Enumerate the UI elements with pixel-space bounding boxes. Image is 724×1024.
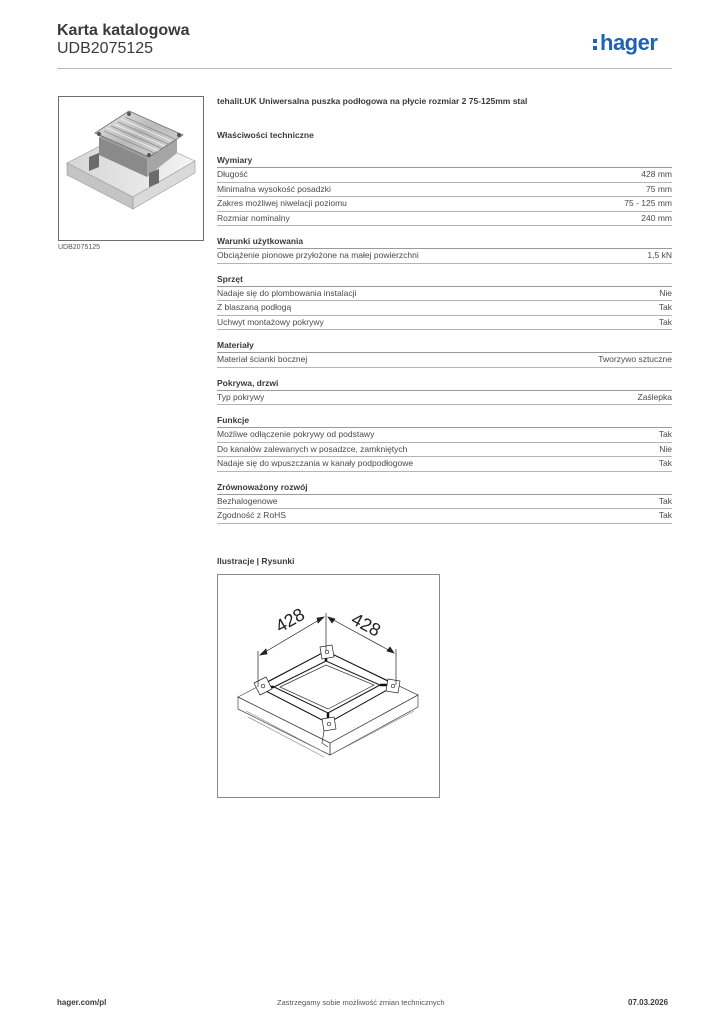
section-title: Wymiary xyxy=(217,154,672,168)
illustrations-heading: Ilustracje | Rysunki xyxy=(217,556,295,566)
spec-value: Tworzywo sztuczne xyxy=(598,354,672,364)
spec-value: 240 mm xyxy=(641,212,672,223)
spec-label: Minimalna wysokość posadzki xyxy=(217,183,331,194)
spec-row xyxy=(217,495,672,510)
spec-row xyxy=(217,301,672,316)
product-title: tehalit.UK Uniwersalna puszka podłogowa na płycie rozmiar 2 75-125mm stal xyxy=(217,96,528,106)
spec-label: Rozmiar nominalny xyxy=(217,212,290,223)
spec-value: 428 mm xyxy=(641,169,672,179)
section-cover xyxy=(217,377,672,406)
technical-sheet xyxy=(217,96,672,533)
spec-label: Materiał ścianki bocznej xyxy=(217,354,308,364)
section-dimensions xyxy=(217,154,672,226)
spec-value: Tak xyxy=(658,495,672,506)
spec-label: Długość xyxy=(217,169,248,179)
spec-row xyxy=(217,183,672,198)
spec-label: Nadaje się do plombowania instalacji xyxy=(217,287,357,298)
dimension-label-right: 428 xyxy=(348,608,385,641)
spec-value: Tak xyxy=(658,510,672,520)
section-title: Zrównoważony rozwój xyxy=(217,481,672,495)
section-equipment xyxy=(217,273,672,331)
spec-label: Zakres możliwej niwelacji poziomu xyxy=(217,198,347,208)
spec-value: Zaślepka xyxy=(637,391,672,402)
product-code: UDB2075125 xyxy=(57,40,154,57)
spec-row xyxy=(217,353,672,368)
section-title: Warunki użytkowania xyxy=(217,235,672,249)
section-sustainability xyxy=(217,481,672,524)
spec-label: Z blaszaną podłogą xyxy=(217,302,292,312)
product-photo xyxy=(58,96,204,241)
properties-heading: Właściwości techniczne xyxy=(217,130,314,140)
spec-value: 1,5 kN xyxy=(647,250,672,260)
spec-row xyxy=(217,168,672,183)
section-functions xyxy=(217,414,672,472)
spec-value: Tak xyxy=(658,458,672,468)
hager-logo[interactable] xyxy=(592,27,676,57)
spec-value: Tak xyxy=(658,316,672,327)
section-usage-conditions xyxy=(217,235,672,264)
page-title: Karta katalogowa xyxy=(57,22,190,39)
spec-row xyxy=(217,212,672,227)
spec-row xyxy=(217,249,672,264)
spec-row xyxy=(217,509,672,524)
spec-label: Obciążenie pionowe przyłożone na małej powierzchni xyxy=(217,250,419,260)
spec-label: Uchwyt montażowy pokrywy xyxy=(217,316,324,327)
section-title: Materiały xyxy=(217,339,672,353)
dimension-label-left: 428 xyxy=(272,604,309,637)
spec-label: Do kanałów zalewanych w posadzce, zamkniętych xyxy=(217,443,408,454)
spec-value: Nie xyxy=(659,287,672,298)
spec-row xyxy=(217,457,672,472)
spec-row xyxy=(217,443,672,458)
header-divider xyxy=(57,68,672,69)
footer-website-link[interactable]: hager.com/pl xyxy=(57,998,107,1007)
section-title: Pokrywa, drzwi xyxy=(217,377,672,391)
spec-label: Bezhalogenowe xyxy=(217,495,278,506)
spec-row xyxy=(217,316,672,331)
spec-row xyxy=(217,428,672,443)
spec-value: 75 mm xyxy=(646,183,672,194)
section-materials xyxy=(217,339,672,368)
section-title: Sprzęt xyxy=(217,273,672,287)
footer-date: 07.03.2026 xyxy=(628,998,669,1007)
spec-label: Nadaje się do wpuszczania w kanały podpodłogowe xyxy=(217,458,414,468)
spec-row xyxy=(217,287,672,302)
spec-row xyxy=(217,197,672,212)
spec-value: Tak xyxy=(658,429,672,439)
spec-label: Typ pokrywy xyxy=(217,391,265,402)
technical-drawing xyxy=(217,574,440,798)
spec-label: Możliwe odłączenie pokrywy od podstawy xyxy=(217,429,375,439)
spec-value: Tak xyxy=(658,302,672,312)
spec-value: 75 - 125 mm xyxy=(624,198,672,208)
photo-caption: UDB2075125 xyxy=(58,244,101,251)
footer-disclaimer: Zastrzegamy sobie możliwość zmian technicznych xyxy=(277,998,445,1007)
spec-value: Nie xyxy=(659,443,672,454)
section-title: Funkcje xyxy=(217,414,672,428)
logo-text: hager xyxy=(600,30,658,55)
spec-row xyxy=(217,391,672,406)
spec-label: Zgodność z RoHS xyxy=(217,510,286,520)
